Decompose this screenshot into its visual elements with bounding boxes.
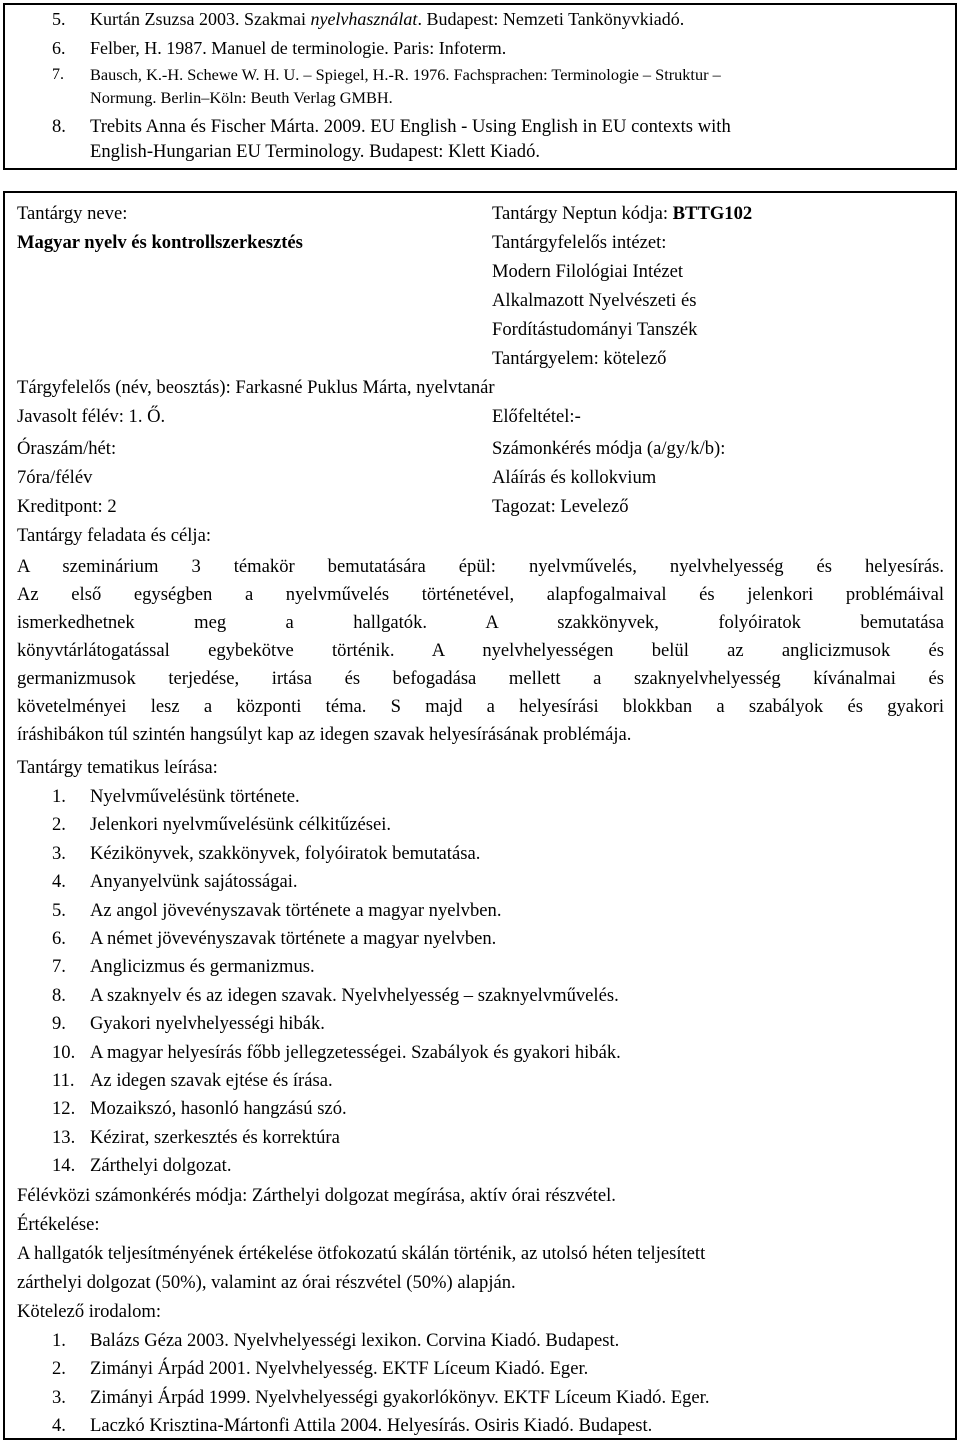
goal-line: A szeminárium 3 témakör bemutatására épül: nyelvművelés, nyelvhelyesség és helyesírás. <box>17 556 944 577</box>
literature-item-text: Zimányi Árpád 2001. Nyelvhelyesség. EKTF Líceum Kiadó. Eger. <box>90 1358 589 1380</box>
topic-text: Mozaikszó, hasonló hangzású szó. <box>90 1098 347 1120</box>
hours-value: 7óra/félév <box>17 467 93 488</box>
topic-number: 4. <box>52 871 66 893</box>
topic-number: 9. <box>52 1013 66 1035</box>
topic-text: A magyar helyesírás főbb jellegzetességei. Szabályok és gyakori hibák. <box>90 1041 621 1063</box>
goal-paragraph <box>17 553 944 749</box>
goal-line: germanizmusok terjedése, irtása és befogadása mellett a szaknyelvhelyesség kívánalmai és <box>17 668 944 689</box>
goal-line: követelményei lesz a központi téma. S majd a helyesírási blokkban a szabályok és gyakori <box>17 696 944 717</box>
topic-text: Anyanyelvünk sajátosságai. <box>90 871 298 893</box>
literature-label: Kötelező irodalom: <box>17 1301 162 1322</box>
goal-line: ismerkedhetnek meg a hallgatók. A szakkönyvek, folyóiratok bemutatása <box>17 612 944 633</box>
topic-number: 11. <box>52 1070 75 1091</box>
course-code-line: Tantárgy Neptun kódja: BTTG102 <box>492 203 753 224</box>
reference-item-line: Bausch, K.-H. Schewe W. H. U. – Spiegel, H.-R. 1976. Fachsprachen: Terminologie – Struktur – <box>90 65 721 84</box>
literature-item-number: 1. <box>52 1330 66 1351</box>
prerequisite: Előfeltétel:- <box>492 406 581 427</box>
course-name: Magyar nyelv és kontrollszerkesztés <box>17 232 303 253</box>
ref-number: 8. <box>52 116 66 137</box>
topic-text: A német jövevényszavak története a magyar nyelvben. <box>90 928 497 949</box>
topic-number: 8. <box>52 984 66 1006</box>
topic-text: Gyakori nyelvhelyességi hibák. <box>90 1013 325 1035</box>
topic-number: 14. <box>52 1155 76 1177</box>
topic-text: Kézikönyvek, szakkönyvek, folyóiratok bemutatása. <box>90 842 481 864</box>
topic-number: 13. <box>52 1126 76 1148</box>
goal-line: íráshibákon túl szintén hangsúlyt kap az idegen szavak helyesírásának problémája. <box>17 724 632 745</box>
assessment-value: Aláírás és kollokvium <box>492 467 657 488</box>
topics-label: Tantárgy tematikus leírása: <box>17 757 218 778</box>
topic-number: 3. <box>52 842 66 864</box>
midterm-assessment: Félévközi számonkérés módja: Zárthelyi dolgozat megírása, aktív órai részvétel. <box>17 1185 616 1206</box>
course-element: Tantárgyelem: kötelező <box>492 348 667 369</box>
institute-name: Modern Filológiai Intézet <box>492 261 684 282</box>
goal-line: könyvtárlátogatással egybekötve történik. A nyelvhelyességen belül az anglicizmusok és <box>17 640 944 661</box>
department-name: Alkalmazott Nyelvészeti és <box>492 290 697 311</box>
recommended-semester: Javasolt félév: 1. Ő. <box>17 406 166 427</box>
study-mode: Tagozat: Levelező <box>492 496 629 517</box>
reference-item: Kurtán Zsuzsa 2003. Szakmai nyelvhasználat. Budapest: Nemzeti Tankönyvkiadó. <box>90 9 685 29</box>
literature-item-number: 3. <box>52 1386 66 1408</box>
topic-text: Nyelvművelésünk története. <box>90 786 300 807</box>
literature-item-text: Laczkó Krisztina-Mártonfi Attila 2004. Helyesírás. Osiris Kiadó. Budapest. <box>90 1415 653 1437</box>
reference-item-line: Normung. Berlin–Köln: Beuth Verlag GMBH. <box>90 88 393 107</box>
topic-number: 12. <box>52 1098 76 1120</box>
literature-item-text: Balázs Géza 2003. Nyelvhelyességi lexikon. Corvina Kiadó. Budapest. <box>90 1330 620 1351</box>
topic-number: 6. <box>52 928 66 949</box>
literature-item-text: Zimányi Árpád 1999. Nyelvhelyességi gyakorlókönyv. EKTF Líceum Kiadó. Eger. <box>90 1386 710 1408</box>
goal-line: Az első egységben a nyelvművelés történetével, alapfogalmaival és jelenkori problémáival <box>17 584 944 605</box>
institute-label: Tantárgyfelelős intézet: <box>492 232 667 253</box>
course-name-label: Tantárgy neve: <box>17 203 128 224</box>
ref-number: 6. <box>52 38 66 58</box>
reference-item-line: English-Hungarian EU Terminology. Budapest: Klett Kiadó. <box>90 141 541 162</box>
hours-label: Óraszám/hét: <box>17 438 117 459</box>
reference-item: Felber, H. 1987. Manuel de terminologie. Paris: Infoterm. <box>90 38 507 58</box>
topic-text: Az idegen szavak ejtése és írása. <box>90 1070 333 1091</box>
reference-item-line: Trebits Anna és Fischer Márta. 2009. EU English - Using English in EU contexts with <box>90 116 731 137</box>
assessment-label: Számonkérés módja (a/gy/k/b): <box>492 438 726 459</box>
topic-text: A szaknyelv és az idegen szavak. Nyelvhelyesség – szaknyelvművelés. <box>90 984 619 1006</box>
topic-number: 1. <box>52 786 66 807</box>
topic-text: Anglicizmus és germanizmus. <box>90 956 315 978</box>
topic-text: Zárthelyi dolgozat. <box>90 1155 232 1177</box>
evaluation-text: A hallgatók teljesítményének értékelése ötfokozatú skálán történik, az utolsó héten teljesített <box>17 1243 706 1264</box>
topic-number: 2. <box>52 814 66 836</box>
goal-label: Tantárgy feladata és célja: <box>17 525 211 546</box>
evaluation-label: Értékelése: <box>17 1214 100 1235</box>
literature-item-number: 2. <box>52 1358 66 1380</box>
topic-number: 10. <box>52 1041 76 1063</box>
course-responsible: Tárgyfelelős (név, beosztás): Farkasné Puklus Márta, nyelvtanár <box>17 377 495 398</box>
course-code: BTTG102 <box>672 203 753 224</box>
topic-text: Jelenkori nyelvművelésünk célkitűzései. <box>90 814 392 836</box>
topic-text: Az angol jövevényszavak története a magyar nyelvben. <box>90 899 502 921</box>
department-name: Fordítástudományi Tanszék <box>492 319 698 340</box>
topic-text: Kézirat, szerkesztés és korrektúra <box>90 1126 340 1148</box>
credits: Kreditpont: 2 <box>17 496 117 517</box>
topic-number: 5. <box>52 899 66 921</box>
literature-item-number: 4. <box>52 1415 66 1437</box>
ref-number: 5. <box>52 9 66 29</box>
topic-number: 7. <box>52 956 66 978</box>
ref-number: 7. <box>52 66 64 83</box>
evaluation-text: zárthelyi dolgozat (50%), valamint az órai részvétel (50%) alapján. <box>17 1272 516 1293</box>
